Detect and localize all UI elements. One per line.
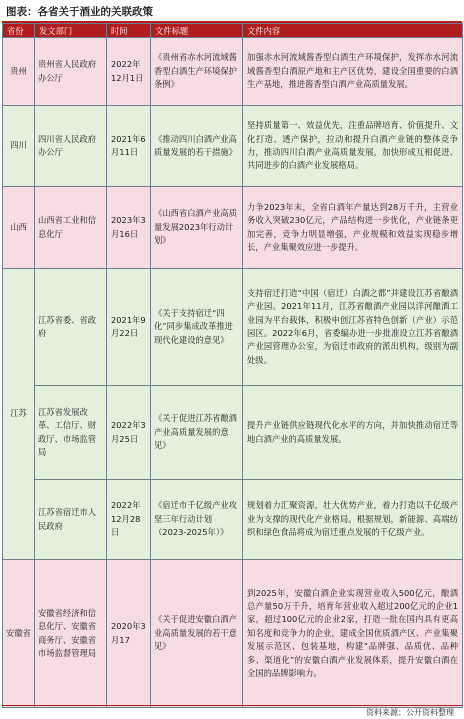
header-row — [3, 24, 463, 38]
header-content: 文件内容 — [243, 24, 463, 38]
table-row — [3, 480, 463, 560]
time-cell: 2022年12月1日 — [107, 38, 151, 106]
time-cell: 2022年3月25日 — [107, 386, 151, 480]
province-cell: 安徽省 — [3, 560, 35, 708]
time-cell: 2023年3月16日 — [107, 187, 151, 269]
province-cell: 江苏 — [3, 269, 35, 560]
content-cell: 到2025年，安徽白酒企业实现营业收入500亿元，酿酒总产量50万千升，培育年营业收入超过200亿元的企业1家，超过100亿元的企业2家，打造一批在国内具有更高知名度和竞争力的企业，建成全国优质酒产区、产业集聚发展示范区、包装基地，构建“品牌强、品质优、品种多、渠道化”的安徽白酒产业发展体系，提升安徽白酒在全国的品牌影响力。 — [243, 560, 463, 708]
time-cell: 2021年6月11日 — [107, 106, 151, 187]
content-cell: 规划着力汇聚资源，壮大优势产业，着力打造以千亿级产业为支撑的现代化产业格局。根据规划，新能源、高端纺织和绿色食品将成为宿迁重点发展的千亿级产业。 — [243, 480, 463, 560]
province-cell: 贵州 — [3, 38, 35, 106]
table-row — [3, 38, 463, 106]
header-time: 时间 — [107, 24, 151, 38]
table-row — [3, 560, 463, 708]
time-cell: 2022年12月28日 — [107, 480, 151, 560]
province-cell: 四川 — [3, 106, 35, 187]
doc-title-cell: 《宿迁市千亿级产业攻坚三年行动计划（2023-2025年）》 — [151, 480, 243, 560]
source-note: 资料来源：公开资料整理 — [366, 708, 454, 717]
time-cell: 2021年9月22日 — [107, 269, 151, 386]
doc-title-cell: 《关于支持宿迁“四化”同步集成改革推进现代化建设的意见》 — [151, 269, 243, 386]
table-row — [3, 187, 463, 269]
dept-cell: 四川省人民政府办公厅 — [35, 106, 107, 187]
content-cell: 力争2023年末，全省白酒年产量达到28万千升，主营业务收入突破230亿元，产品结构进一步优化，产业链条更加完善，竞争力明显增强，产业规模和效益实现稳步增长，产业集聚效应进一步提升。 — [243, 187, 463, 269]
content-cell: 支持宿迁打造“中国（宿迁）白酒之都”并建设江苏省酿酒产业园。2021年11月，江苏省酿酒产业园以洋河酿酒工业园为平台载体，积极申创江苏省特色创新（产业）示范园区。2022年6月，省委编办进一步批准设立江苏省酿酒产业园管理办公室，为宿迁市政府的派出机构，级别为副处级。 — [243, 269, 463, 386]
doc-title-cell: 《关于促进江苏省酿酒产业高质量发展的意见》 — [151, 386, 243, 480]
table-row — [3, 106, 463, 187]
table-title: 图表：各省关于酒业的关联政策 — [6, 6, 153, 18]
dept-cell: 江苏省委、省政府 — [35, 269, 107, 386]
province-cell: 山西 — [3, 187, 35, 269]
table-row — [3, 269, 463, 386]
doc-title-cell: 《关于促进安徽白酒产业高质量发展的若干意见》 — [151, 560, 243, 708]
header-province: 省份 — [3, 24, 35, 38]
policy-table — [2, 23, 463, 708]
header-doc-title: 文件标题 — [151, 24, 243, 38]
time-cell: 2020年3月17 — [107, 560, 151, 708]
dept-cell: 山西省工业和信息化厅 — [35, 187, 107, 269]
doc-title-cell: 《推动四川白酒产业高质量发展的若干措施》 — [151, 106, 243, 187]
dept-cell: 贵州省人民政府办公厅 — [35, 38, 107, 106]
dept-cell: 江苏省发展改革、工信厅、财政厅、市场监管局 — [35, 386, 107, 480]
content-cell: 提升产业链供应链现代化水平的方向，并加快推动宿迁等地白酒产业的高质量发展。 — [243, 386, 463, 480]
content-cell: 加强赤水河流域酱香型白酒生产环境保护，发挥赤水河流域酱香型白酒原产地和主产区优势，建设全国重要的白酒生产基地，推进酱香型白酒产业高质量发展。 — [243, 38, 463, 106]
header-dept: 发文部门 — [35, 24, 107, 38]
doc-title-cell: 《山西省白酒产业高质量发展2023年行动计划》 — [151, 187, 243, 269]
dept-cell: 江苏省宿迁市人民政府 — [35, 480, 107, 560]
content-cell: 坚持质量第一、效益优先，注重品牌培育、价值提升、文化打造、透产保护，拉动和提升白酒产业链的整体竞争力，推动四川白酒产业高质量发展，加快形成互相促进、共同进步的白酒产业发展格局。 — [243, 106, 463, 187]
table-row — [3, 386, 463, 480]
doc-title-cell: 《贵州省赤水河流域酱香型白酒生产环境保护条例》 — [151, 38, 243, 106]
dept-cell: 安徽省经济和信息化厅、安徽省商务厅、安徽省市场监督管理局 — [35, 560, 107, 708]
